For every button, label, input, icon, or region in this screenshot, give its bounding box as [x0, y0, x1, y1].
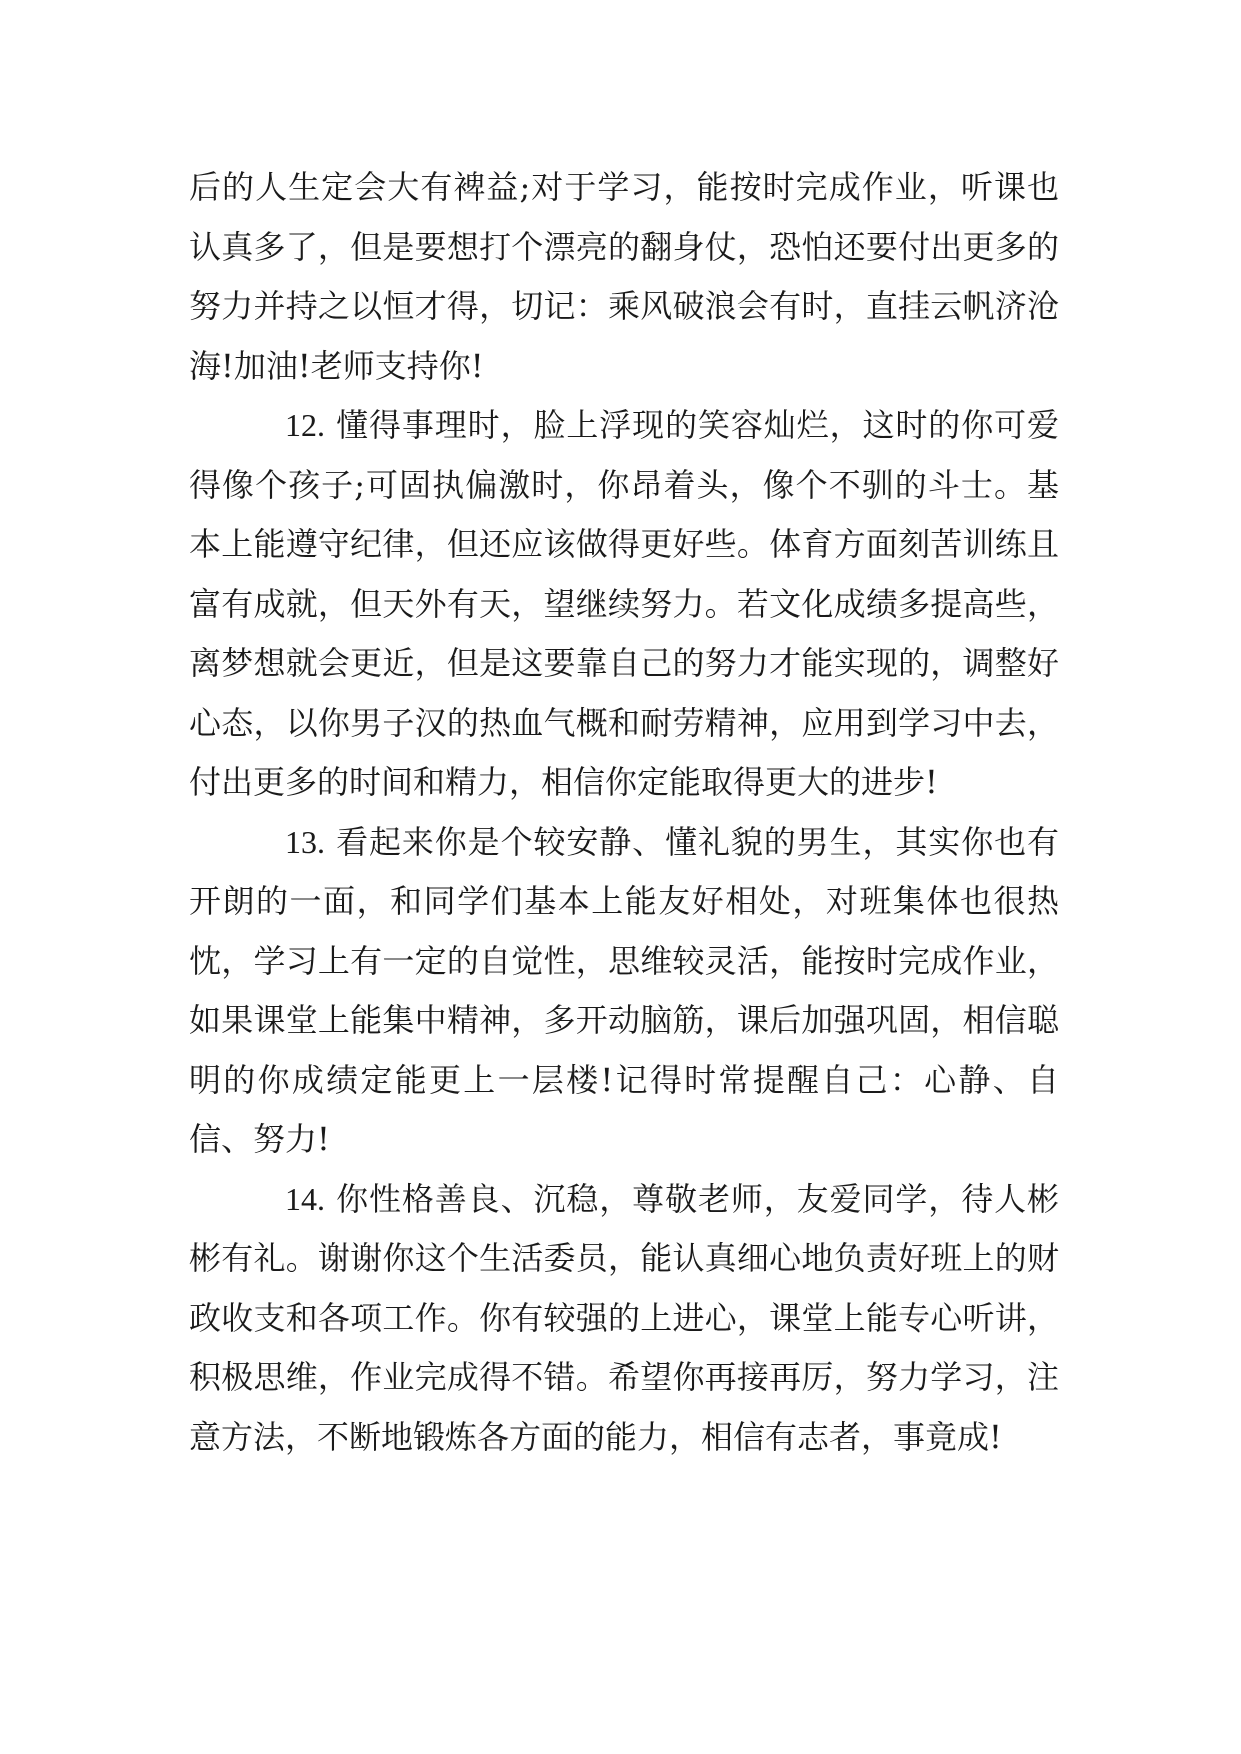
paragraph-text: 懂得事理时，脸上浮现的笑容灿烂，这时的你可爱得像个孩子;可固执偏激时，你昂着头，像个不驯的斗士。基本上能遵守纪律，但还应该做得更好些。体育方面刻苦训练且富有成就，但天外有天，望继续努力。若文化成绩多提高些，离梦想就会更近，但是这要靠自己的努力才能实现的，调整好心态，以你男子汉的热血气概和耐劳精神，应用到学习中去，付出更多的时间和精力，相信你定能取得更大的进步! — [189, 406, 1059, 801]
paragraph-number: 13. — [285, 823, 325, 860]
paragraph-14 — [189, 1170, 1059, 1468]
paragraph-text: 看起来你是个较安静、懂礼貌的男生，其实你也有开朗的一面，和同学们基本上能友好相处，对班集体也很热忱，学习上有一定的自觉性，思维较灵活，能按时完成作业，如果课堂上能集中精神，多开动脑筋，课后加强巩固，相信聪明的你成绩定能更上一层楼!记得时常提醒自己：心静、自信、努力! — [189, 822, 1059, 1158]
paragraph-12 — [189, 396, 1059, 813]
paragraph-text: 你性格善良、沉稳，尊敬老师，友爱同学，待人彬彬有礼。谢谢你这个生活委员，能认真细心地负责好班上的财政收支和各项工作。你有较强的上进心，课堂上能专心听讲，积极思维，作业完成得不错。希望你再接再厉，努力学习，注意方法，不断地锻炼各方面的能力，相信有志者，事竟成! — [189, 1179, 1059, 1456]
paragraph-13 — [189, 813, 1059, 1170]
document-body — [189, 158, 1059, 1467]
paragraph-text: 后的人生定会大有裨益;对于学习，能按时完成作业，听课也认真多了，但是要想打个漂亮的翻身仗，恐怕还要付出更多的努力并持之以恒才得，切记：乘风破浪会有时，直挂云帆济沧海!加油!老师支持你! — [189, 168, 1059, 385]
paragraph-number: 12. — [285, 407, 325, 443]
paragraph-number: 14. — [285, 1180, 325, 1217]
paragraph-continued — [189, 158, 1059, 396]
